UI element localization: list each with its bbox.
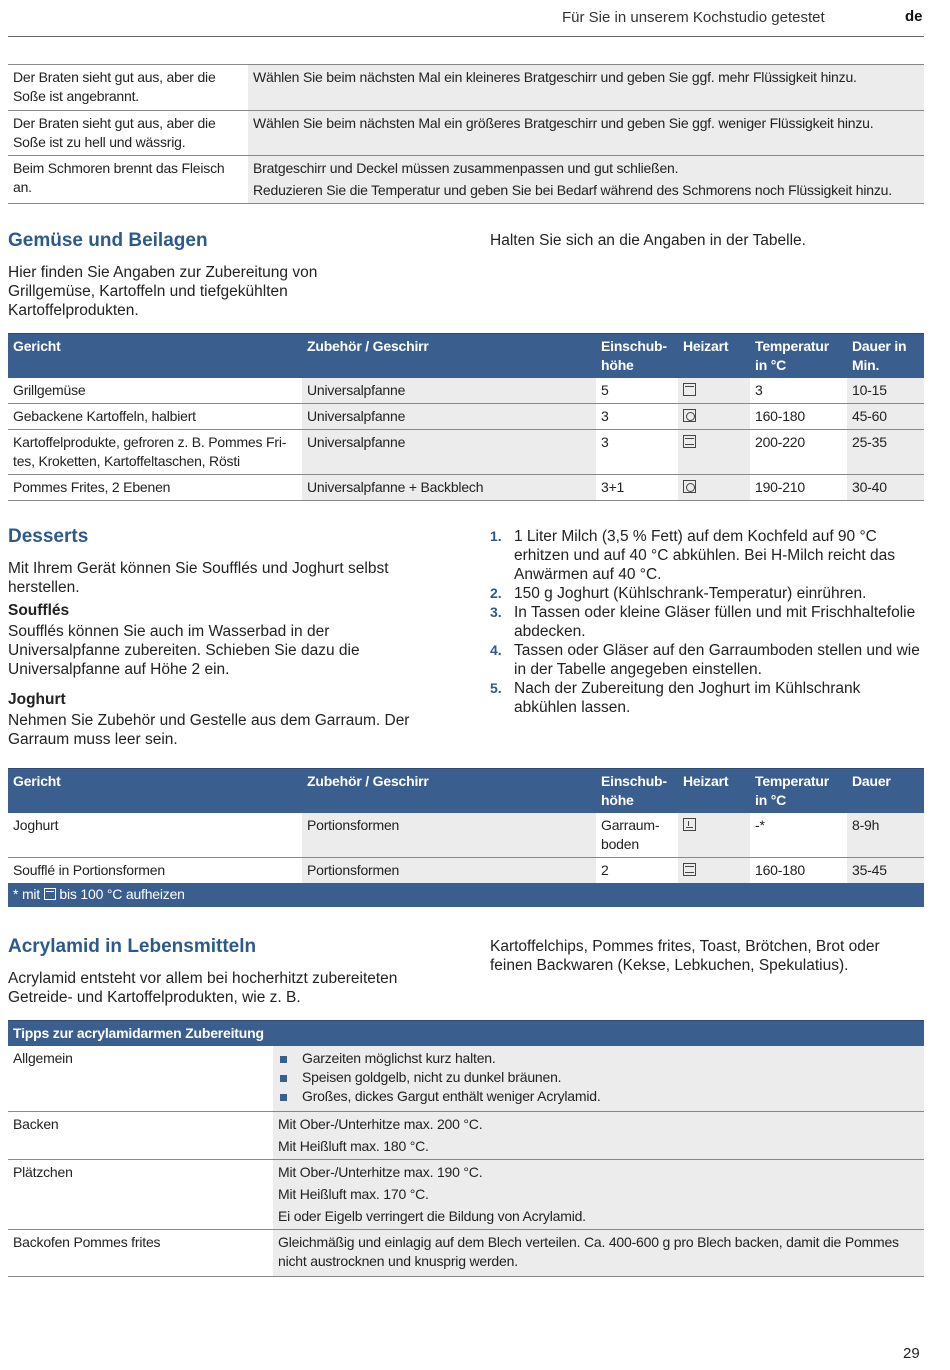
table-footnote-row — [8, 883, 924, 907]
vegetables-table — [8, 333, 924, 501]
top-bottom-heat-icon — [683, 435, 696, 448]
list-item: 3. In Tassen oder kleine Gläser füllen und mit Frischhaltefolie abdecken. — [490, 604, 916, 640]
cell-gericht: Grillgemüse — [8, 378, 302, 404]
running-header-title: Für Sie in unserem Kochstudio getestet — [562, 9, 825, 26]
cell-zubehoer: Universalpfanne + Backblech — [302, 475, 596, 501]
table-row — [8, 1160, 924, 1230]
section-heading-gemuese: Gemüse und Beilagen — [8, 230, 208, 251]
list-item: Garzeiten möglichst kurz halten. — [278, 1049, 919, 1068]
col-header-zubehoer: Zubehör / Geschirr — [302, 334, 596, 379]
cell-gericht: Joghurt — [8, 813, 302, 858]
cell-dauer: 35-45 — [847, 858, 924, 884]
cell-zubehoer: Universalpfanne — [302, 404, 596, 430]
table-row — [8, 111, 924, 156]
header-divider — [8, 36, 924, 37]
solution-cell: Wählen Sie beim nächsten Mal ein größeres Bratgeschirr und geben Sie ggf. weniger Flüssigkeit hinzu. — [248, 111, 924, 156]
cell-temp: 3 — [750, 378, 847, 404]
solution-cell: Bratgeschirr und Deckel müssen zusammenpassen und gut schließen. Reduzieren Sie die Temperatur und geben Sie bei Bedarf während des Schmorens noch Flüssigkeit hinzu. — [248, 156, 924, 204]
cell-heizart — [678, 813, 750, 858]
cell-temp: 200-220 — [750, 430, 847, 475]
table-row — [8, 1112, 924, 1160]
cell-gericht: Gebackene Kartoffeln, halbiert — [8, 404, 302, 430]
souffle-text: Soufflés können Sie auch im Wasserbad in der Universalpfanne zubereiten. Schieben Sie dazu die Universalpfanne auf Höhe 2 ein. — [8, 623, 360, 678]
section-heading-desserts: Desserts — [8, 526, 89, 547]
list-item: Speisen goldgelb, nicht zu dunkel bräunen. — [278, 1068, 919, 1087]
col-header-einschubhoehe: Einschub-höhe — [596, 769, 678, 814]
list-item: 4. Tassen oder Gläser auf den Garraumboden stellen und wie in der Tabelle angegeben einstellen. — [490, 642, 920, 678]
cell-temp: -* — [750, 813, 847, 858]
top-bottom-heat-icon — [683, 863, 696, 876]
solution-cell: Wählen Sie beim nächsten Mal ein kleineres Bratgeschirr und geben Sie ggf. mehr Flüssigkeit hinzu. — [248, 65, 924, 111]
cell-dauer: 30-40 — [847, 475, 924, 501]
cell-heizart — [678, 404, 750, 430]
cell-heizart — [678, 430, 750, 475]
desserts-table — [8, 768, 924, 907]
col-header-gericht: Gericht — [8, 769, 302, 814]
section-heading-acrylamid: Acrylamid in Lebensmitteln — [8, 936, 257, 957]
acrylamid-tips-table — [8, 1020, 924, 1277]
problem-cell: Beim Schmoren brennt das Fleisch an. — [8, 156, 248, 204]
joghurt-text: Nehmen Sie Zubehör und Gestelle aus dem Garraum. Der Garraum muss leer sein. — [8, 712, 410, 748]
col-header-heizart: Heizart — [678, 334, 750, 379]
cell-zubehoer: Universalpfanne — [302, 378, 596, 404]
desserts-intro: Mit Ihrem Gerät können Sie Soufflés und Joghurt selbst herstellen. — [8, 560, 389, 596]
problem-cell: Der Braten sieht gut aus, aber die Soße ist angebrannt. — [8, 65, 248, 111]
col-header-zubehoer: Zubehör / Geschirr — [302, 769, 596, 814]
table-row — [8, 65, 924, 111]
list-item: Großes, dickes Gargut enthält weniger Acrylamid. — [278, 1087, 919, 1106]
cell-zubehoer: Portionsformen — [302, 813, 596, 858]
list-item: 1. 1 Liter Milch (3,5 % Fett) auf dem Kochfeld auf 90 °C erhitzen und auf 40 °C abkühlen. Bei H-Milch reicht das Anwärmen auf 40 °C. — [490, 528, 895, 583]
gemuese-note: Halten Sie sich an die Angaben in der Tabelle. — [490, 232, 806, 249]
roasting-troubleshooting-table — [8, 64, 924, 204]
col-header-einschubhoehe: Einschub-höhe — [596, 334, 678, 379]
cell-hoehe: 3 — [596, 404, 678, 430]
table-row — [8, 1046, 924, 1112]
problem-cell: Der Braten sieht gut aus, aber die Soße ist zu hell und wässrig. — [8, 111, 248, 156]
table-row — [8, 813, 924, 858]
cell-dauer: 25-35 — [847, 430, 924, 475]
col-header-temperatur: Temperatur in °C — [750, 769, 847, 814]
tip-content: Mit Ober-/Unterhitze max. 200 °C. Mit Heißluft max. 180 °C. — [273, 1112, 924, 1160]
acrylamid-examples: Kartoffelchips, Pommes frites, Toast, Brötchen, Brot oder feinen Backwaren (Kekse, Lebkuchen, Spekulatius). — [490, 938, 880, 974]
cell-gericht: Kartoffelprodukte, gefroren z. B. Pommes Fri-tes, Kroketten, Kartoffeltaschen, Rösti — [8, 430, 302, 475]
col-header-dauer: Dauer — [847, 769, 924, 814]
table-row — [8, 1230, 924, 1277]
cell-zubehoer: Portionsformen — [302, 858, 596, 884]
hot-air-icon — [683, 409, 696, 422]
acrylamid-intro: Acrylamid entsteht vor allem bei hocherhitzt zubereiteten Getreide- und Kartoffelprodukten, wie z. B. — [8, 970, 398, 1006]
col-header-heizart: Heizart — [678, 769, 750, 814]
cell-temp: 190-210 — [750, 475, 847, 501]
cell-dauer: 45-60 — [847, 404, 924, 430]
table-row — [8, 430, 924, 475]
table-row — [8, 475, 924, 501]
cell-temp: 160-180 — [755, 862, 805, 878]
low-temp-icon — [683, 818, 696, 831]
cell-dauer: 10-15 — [847, 378, 924, 404]
table-row — [8, 156, 924, 204]
table-row — [8, 378, 924, 404]
col-header-dauer: Dauer in Min. — [847, 334, 924, 379]
list-item: 5. Nach der Zubereitung den Joghurt im Kühlschrank abkühlen lassen. — [490, 680, 861, 716]
cell-hoehe: Garraum-boden — [596, 813, 678, 858]
cell-gericht: Soufflé in Portionsformen — [13, 862, 165, 878]
table-row — [8, 404, 924, 430]
tip-content — [273, 1046, 924, 1112]
cell-zubehoer: Universalpfanne — [302, 430, 596, 475]
tips-header: Tipps zur acrylamidarmen Zubereitung — [8, 1021, 924, 1047]
gemuese-intro: Hier finden Sie Angaben zur Zubereitung von Grillgemüse, Kartoffeln und tiefgekühlten Kartoffelprodukten. — [8, 264, 318, 319]
col-header-temperatur: Temperatur in °C — [750, 334, 847, 379]
joghurt-steps — [490, 527, 920, 717]
cell-heizart — [678, 378, 750, 404]
tip-label: Allgemein — [8, 1046, 273, 1112]
table-row — [8, 858, 924, 884]
cell-dauer: 8-9h — [847, 813, 924, 858]
cell-hoehe: 2 — [601, 862, 609, 878]
tip-label: Backen — [8, 1112, 273, 1160]
cell-heizart — [678, 475, 750, 501]
col-header-gericht: Gericht — [8, 334, 302, 379]
cell-heizart — [678, 858, 750, 884]
cell-hoehe: 3+1 — [596, 475, 678, 501]
cell-temp: 160-180 — [750, 404, 847, 430]
tip-label: Plätzchen — [8, 1160, 273, 1230]
tip-label: Backofen Pommes frites — [8, 1230, 273, 1277]
page-number: 29 — [903, 1345, 920, 1362]
table-footnote: * mit bis 100 °C aufheizen — [8, 883, 924, 907]
language-code: de — [905, 8, 923, 25]
hot-air-icon — [683, 480, 696, 493]
grill-icon — [44, 888, 56, 900]
souffle-heading: Soufflés — [8, 602, 70, 619]
cell-hoehe: 5 — [596, 378, 678, 404]
joghurt-heading: Joghurt — [8, 691, 66, 708]
grill-icon — [683, 383, 696, 396]
cell-gericht: Pommes Frites, 2 Ebenen — [8, 475, 302, 501]
cell-hoehe: 3 — [596, 430, 678, 475]
tip-content: Gleichmäßig und einlagig auf dem Blech verteilen. Ca. 400-600 g pro Blech backen, damit die Pommes nicht austrocknen und knusprig werden. — [273, 1230, 924, 1277]
list-item: 2. 150 g Joghurt (Kühlschrank-Temperatur) einrühren. — [490, 585, 867, 602]
tip-content: Mit Ober-/Unterhitze max. 190 °C. Mit Heißluft max. 170 °C. Ei oder Eigelb verringert die Bildung von Acrylamid. — [273, 1160, 924, 1230]
